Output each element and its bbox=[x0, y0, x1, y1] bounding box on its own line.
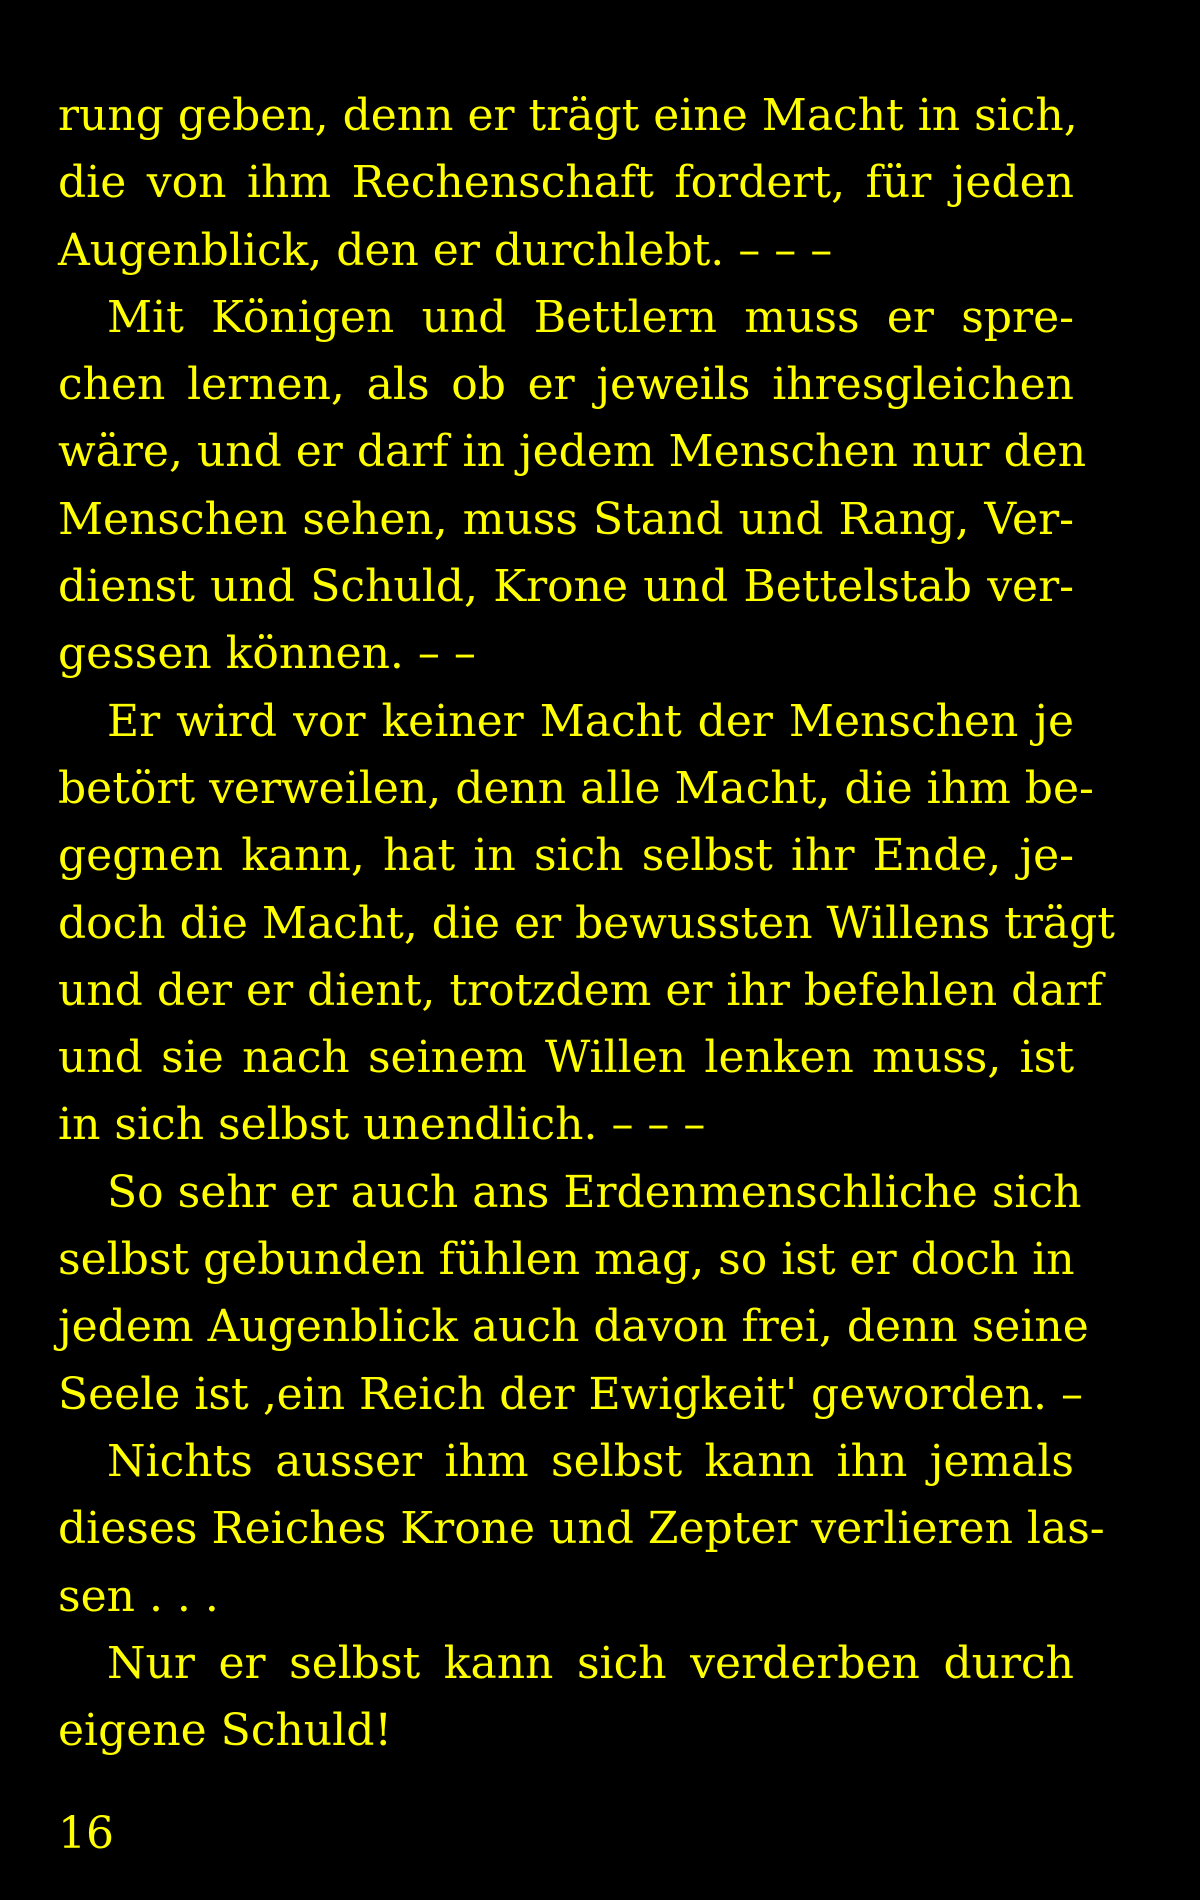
text-line: gessen können. – – bbox=[58, 628, 476, 680]
text-line: dieses Reiches Krone und Zepter verlieren las- bbox=[58, 1503, 1105, 1555]
text-line: Mit Königen und Bettlern muss er spre- bbox=[107, 291, 1074, 343]
text-line: und der er dient, trotzdem er ihr befehlen darf bbox=[58, 964, 1103, 1016]
text-line: Er wird vor keiner Macht der Menschen je bbox=[107, 695, 1074, 747]
text-line: betört verweilen, denn alle Macht, die ihm be- bbox=[58, 762, 1094, 814]
text-line: Seele ist ‚ein Reich der Ewigkeit' geworden. – bbox=[58, 1368, 1083, 1420]
text-line: wäre, und er darf in jedem Menschen nur den bbox=[58, 426, 1087, 478]
text-line: Nur er selbst kann sich verderben durch bbox=[107, 1637, 1074, 1689]
text-line: in sich selbst unendlich. – – – bbox=[58, 1099, 706, 1151]
text-line: jedem Augenblick auch davon frei, denn seine bbox=[58, 1301, 1089, 1353]
text-line: selbst gebunden fühlen mag, so ist er doch in bbox=[58, 1234, 1075, 1286]
text-line: Menschen sehen, muss Stand und Rang, Ver- bbox=[58, 493, 1074, 545]
text-line: dienst und Schuld, Krone und Bettelstab ver- bbox=[58, 561, 1074, 613]
body-text bbox=[58, 82, 1115, 1764]
text-line: doch die Macht, die er bewussten Willens trägt bbox=[58, 897, 1115, 949]
text-line: Nichts ausser ihm selbst kann ihn jemals bbox=[107, 1435, 1074, 1487]
page-number: 16 bbox=[58, 1808, 114, 1859]
text-line: die von ihm Rechenschaft fordert, für jeden bbox=[58, 157, 1074, 209]
text-line: Augenblick, den er durchlebt. – – – bbox=[58, 224, 833, 276]
text-line: chen lernen, als ob er jeweils ihresgleichen bbox=[58, 359, 1074, 411]
text-line: sen . . . bbox=[58, 1570, 219, 1622]
text-line: So sehr er auch ans Erdenmenschliche sich bbox=[107, 1166, 1082, 1218]
text-line: eigene Schuld! bbox=[58, 1705, 393, 1757]
text-line: rung geben, denn er trägt eine Macht in sich, bbox=[58, 90, 1078, 141]
text-line: und sie nach seinem Willen lenken muss, ist bbox=[58, 1032, 1074, 1084]
text-line: gegnen kann, hat in sich selbst ihr Ende, je- bbox=[58, 830, 1074, 882]
